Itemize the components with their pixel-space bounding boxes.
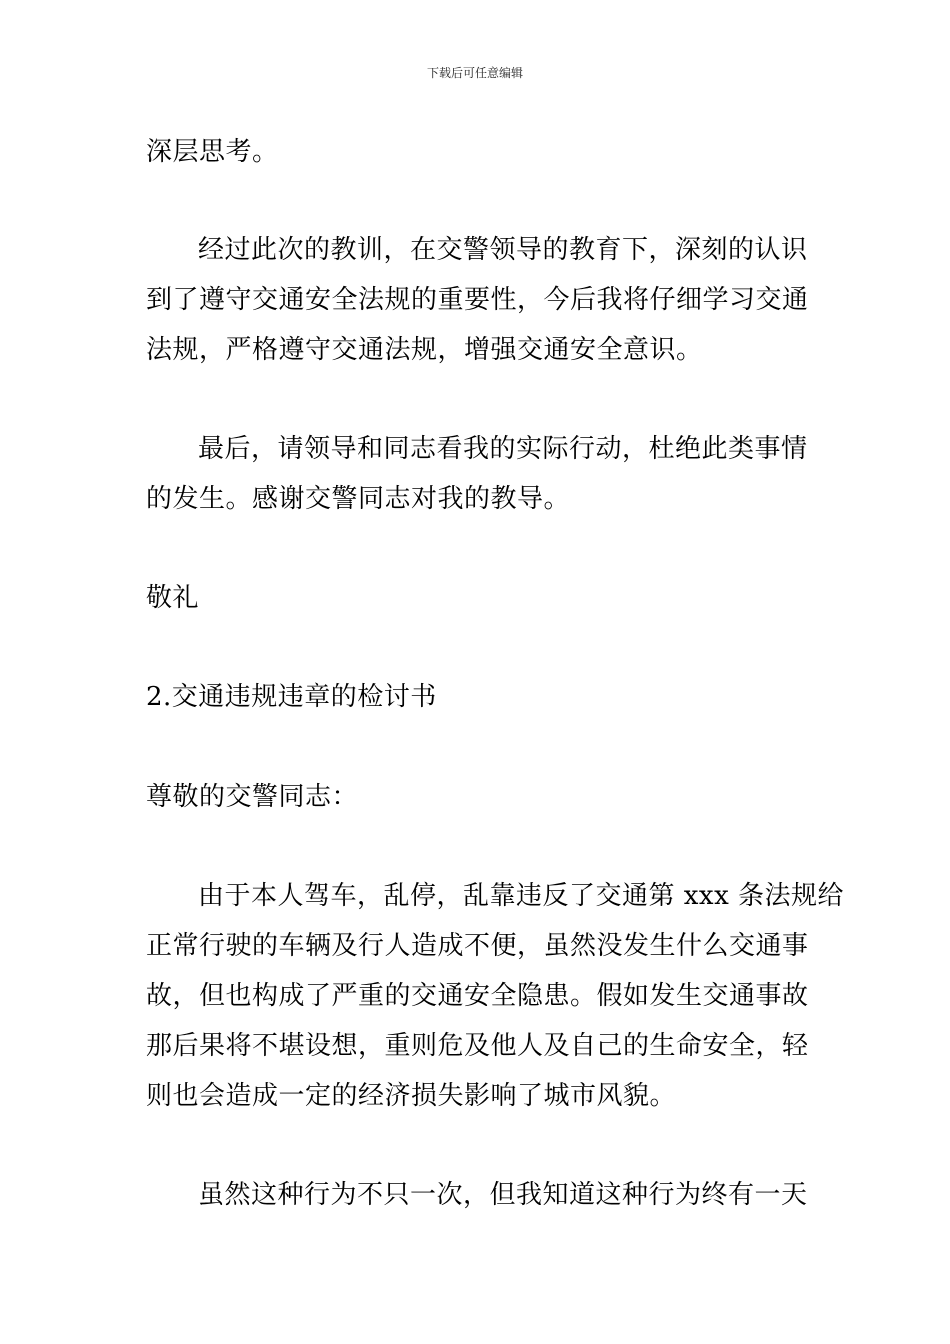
text-line: 深层思考。 [146,137,279,167]
text-line: 敬礼 [146,583,200,613]
text-line: 正常行驶的车辆及行人造成不便，虽然没发生什么交通事 [146,931,809,961]
text-line: 最后，请领导和同志看我的实际行动，杜绝此类事情 [198,434,808,464]
section-title: 2.交通违规违章的检讨书 [146,682,437,712]
text-line: 法规，严格遵守交通法规，增强交通安全意识。 [146,335,703,365]
text-line: 经过此次的教训，在交警领导的教育下，深刻的认识 [198,235,808,265]
text-line: 的发生。感谢交警同志对我的教导。 [146,484,571,514]
text-line: 那后果将不堪设想，重则危及他人及自己的生命安全，轻 [146,1031,809,1061]
text-line: 虽然这种行为不只一次，但我知道这种行为终有一天 [198,1180,808,1210]
text-line: 故，但也构成了严重的交通安全隐患。假如发生交通事故 [146,981,809,1011]
text-line: 则也会造成一定的经济损失影响了城市风貌。 [146,1081,677,1111]
text-line: 由于本人驾车，乱停，乱靠违反了交通第 xxx 条法规给 [198,881,845,911]
salutation: 尊敬的交警同志： [146,782,359,812]
page-header: 下载后可任意编辑 [426,66,523,80]
text-line: 到了遵守交通安全法规的重要性，今后我将仔细学习交通 [146,285,809,315]
